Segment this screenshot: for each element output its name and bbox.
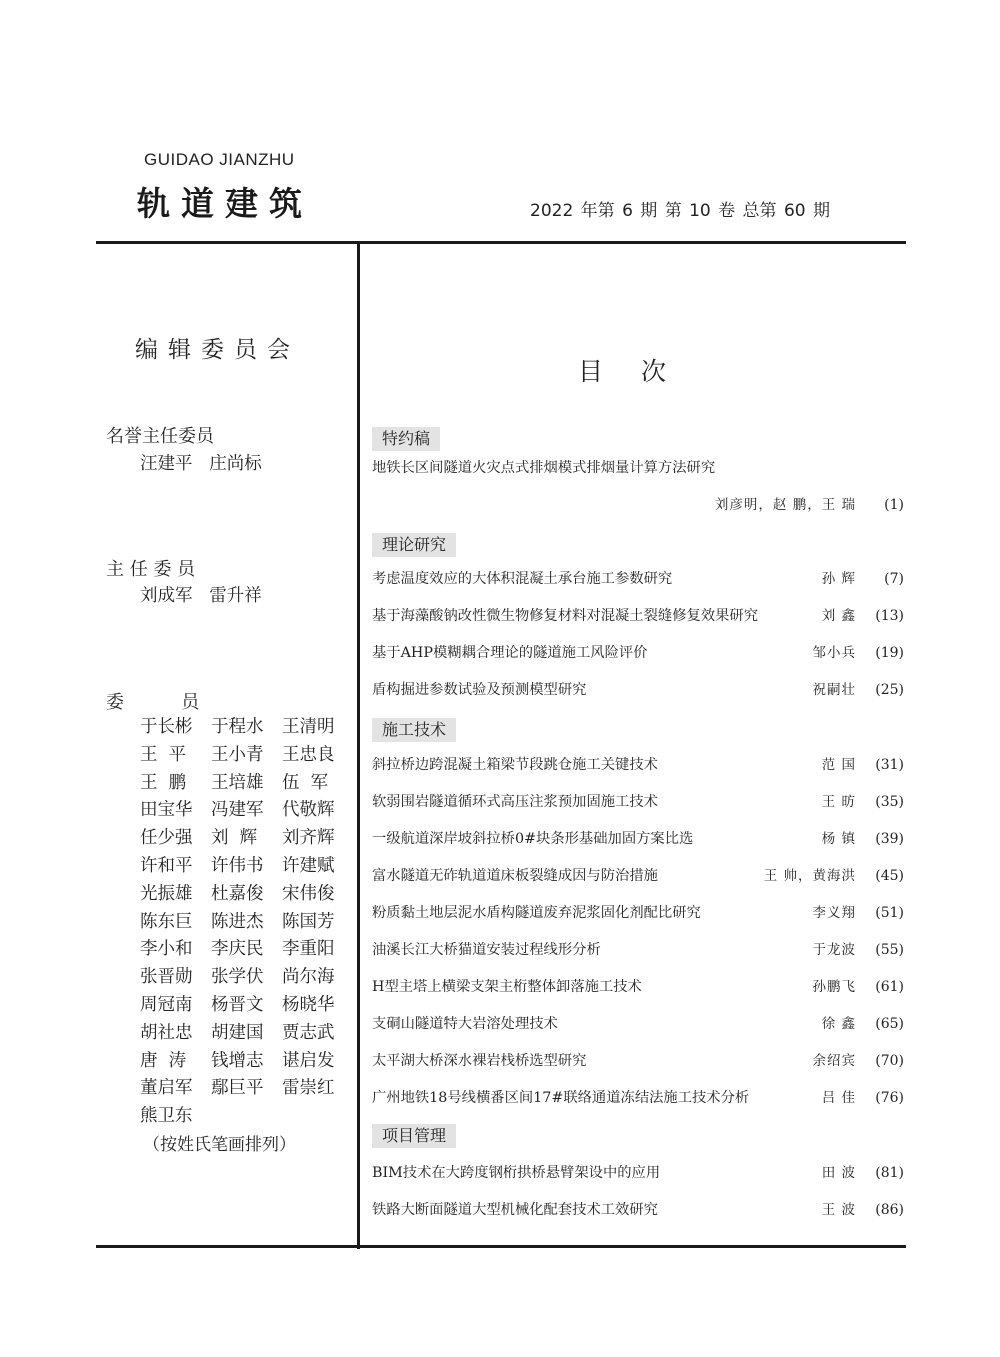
board-member-name: 王培雄	[211, 772, 264, 793]
board-member-name: 许和平	[140, 855, 193, 876]
members-list	[140, 714, 353, 1131]
toc-entry[interactable]	[372, 1199, 904, 1221]
entry-authors: 田 波	[821, 1165, 856, 1181]
board-member-name: 代敬辉	[282, 800, 335, 821]
entry-page: (55)	[875, 942, 904, 958]
toc-entry[interactable]	[372, 494, 904, 516]
toc-entry[interactable]	[372, 605, 904, 627]
members-label: 委 员	[106, 692, 200, 713]
entry-page: (7)	[884, 571, 904, 587]
toc-title: 目次	[578, 357, 705, 386]
entry-title: 铁路大断面隧道大型机械化配套技术工效研究	[372, 1202, 658, 1218]
entry-page: (35)	[875, 794, 904, 810]
toc-entry[interactable]	[372, 1087, 904, 1109]
entry-title: BIM技术在大跨度钢桁拱桥悬臂架设中的应用	[372, 1165, 661, 1181]
sort-note: （按姓氏笔画排列）	[143, 1135, 296, 1155]
board-member-name: 胡社忠	[140, 1022, 193, 1043]
entry-authors: 于龙波	[812, 942, 856, 958]
entry-title: 盾构掘进参数试验及预测模型研究	[372, 682, 587, 698]
board-member-name: 鄢巨平	[211, 1078, 264, 1099]
honorary-director-label: 名誉主任委员	[106, 426, 214, 447]
board-member-name: 贾志武	[282, 1022, 335, 1043]
board-member-name: 李庆民	[211, 939, 264, 960]
board-member-name: 胡建国	[211, 1022, 264, 1043]
entry-authors: 祝嗣壮	[812, 682, 856, 698]
toc-entry[interactable]	[372, 865, 904, 887]
entry-authors: 王 昉	[821, 794, 856, 810]
journal-pinyin: GUIDAO JIANZHU	[144, 150, 295, 169]
board-title: 编辑委员会	[135, 337, 300, 363]
board-member-name: 周冠南	[140, 994, 193, 1015]
board-member-name: 光振雄	[140, 883, 193, 904]
toc-entry[interactable]	[372, 679, 904, 701]
board-member-name: 李重阳	[282, 939, 335, 960]
entry-title: 太平湖大桥深水裸岩栈桥选型研究	[372, 1053, 587, 1069]
entry-page: (1)	[884, 497, 904, 513]
entry-authors: 邹小兵	[812, 645, 856, 661]
entry-authors: 王 帅，黄海洪	[763, 868, 856, 884]
entry-title: H型主塔上横梁支架主桁整体卸落施工技术	[372, 979, 642, 995]
toc-entry[interactable]	[372, 939, 904, 961]
entry-title: 油溪长江大桥猫道安装过程线形分析	[372, 942, 601, 958]
entry-title: 粉质黏土地层泥水盾构隧道废弃泥浆固化剂配比研究	[372, 905, 701, 921]
section-header: 项目管理	[372, 1124, 456, 1148]
board-member-name: 陈进杰	[211, 911, 264, 932]
entry-page: (13)	[875, 608, 904, 624]
board-member-name: 张学伏	[211, 967, 264, 988]
board-member-name: 李小和	[140, 939, 193, 960]
section-header: 特约稿	[372, 427, 440, 451]
toc-entry[interactable]	[372, 791, 904, 813]
entry-page: (65)	[875, 1016, 904, 1032]
board-member-name: 杨晓华	[282, 994, 335, 1015]
toc-entry[interactable]	[372, 828, 904, 850]
entry-page: (45)	[875, 868, 904, 884]
section-header: 理论研究	[372, 533, 456, 557]
toc-entry[interactable]	[372, 1050, 904, 1072]
entry-authors: 孙 辉	[821, 571, 856, 587]
entry-authors: 杨 镇	[821, 831, 856, 847]
entry-title: 基于海藻酸钠改性微生物修复材料对混凝土裂缝修复效果研究	[372, 608, 759, 624]
top-rule	[96, 241, 906, 244]
entry-page: (76)	[875, 1090, 904, 1106]
entry-authors: 吕 佳	[821, 1090, 856, 1106]
board-member-name: 董启军	[140, 1078, 193, 1099]
board-member-name: 谌启发	[282, 1050, 335, 1071]
entry-title: 富水隧道无砟轨道道床板裂缝成因与防治措施	[372, 868, 658, 884]
entry-title: 支硐山隧道特大岩溶处理技术	[372, 1016, 558, 1032]
board-member-name: 田宝华	[140, 800, 193, 821]
board-member-name: 许伟书	[211, 855, 264, 876]
board-member-name: 伍 军	[282, 772, 329, 793]
entry-authors: 刘彦明，赵 鹏，王 瑞	[714, 497, 856, 513]
board-member-name: 刘齐辉	[282, 828, 335, 849]
entry-page: (81)	[875, 1165, 904, 1181]
board-member-name: 熊卫东	[140, 1106, 193, 1127]
director-names: 刘成军 雷升祥	[140, 586, 262, 606]
board-member-name: 宋伟俊	[282, 883, 335, 904]
toc-entry[interactable]	[372, 457, 904, 479]
board-member-name: 冯建军	[211, 800, 264, 821]
board-member-name: 于程水	[211, 717, 264, 737]
board-member-name: 张晋勋	[140, 967, 193, 988]
entry-title: 一级航道深岸坡斜拉桥0#块条形基础加固方案比选	[372, 831, 694, 847]
toc-entry[interactable]	[372, 976, 904, 998]
entry-authors: 徐 鑫	[821, 1016, 856, 1032]
toc-entry[interactable]	[372, 754, 904, 776]
board-member-name: 王清明	[282, 717, 335, 737]
toc-entry[interactable]	[372, 642, 904, 664]
entry-page: (25)	[875, 682, 904, 698]
entry-page: (19)	[875, 645, 904, 661]
toc-entry[interactable]	[372, 568, 904, 590]
toc-entry[interactable]	[372, 1013, 904, 1035]
entry-title: 考虑温度效应的大体积混凝土承台施工参数研究	[372, 571, 673, 587]
entry-title: 基于AHP模糊耦合理论的隧道施工风险评价	[372, 645, 648, 661]
entry-title: 地铁长区间隧道火灾点式排烟模式排烟量计算方法研究	[372, 460, 716, 476]
entry-authors: 余绍宾	[812, 1053, 856, 1069]
board-member-name: 陈东巨	[140, 911, 193, 932]
board-member-name: 尚尔海	[282, 967, 335, 988]
board-member-name: 于长彬	[140, 717, 193, 737]
journal-title: 轨道建筑	[137, 184, 313, 223]
entry-title: 软弱围岩隧道循环式高压注浆预加固施工技术	[372, 794, 658, 810]
entry-title: 斜拉桥边跨混凝土箱梁节段跳仓施工关键技术	[372, 757, 658, 773]
entry-authors: 孙鹏飞	[812, 979, 856, 995]
board-member-name: 钱增志	[211, 1050, 264, 1071]
entry-page: (70)	[875, 1053, 904, 1069]
board-member-name: 王 平	[140, 744, 187, 765]
board-member-name: 王 鹏	[140, 772, 187, 793]
toc-entry[interactable]	[372, 902, 904, 924]
entry-authors: 王 波	[821, 1202, 856, 1218]
board-member-name: 唐 涛	[140, 1050, 187, 1071]
entry-page: (61)	[875, 979, 904, 995]
board-member-name: 许建赋	[282, 855, 335, 876]
entry-authors: 李义翔	[812, 905, 856, 921]
column-divider	[357, 244, 360, 1249]
board-member-name: 杨晋文	[211, 994, 264, 1015]
entry-authors: 刘 鑫	[821, 608, 856, 624]
board-member-name: 杜嘉俊	[211, 883, 264, 904]
entry-authors: 范 国	[821, 757, 856, 773]
entry-page: (86)	[875, 1202, 904, 1218]
board-member-name: 刘 辉	[211, 828, 258, 849]
section-header: 施工技术	[372, 718, 456, 742]
board-member-name: 王小青	[211, 744, 264, 765]
board-member-name: 任少强	[140, 828, 193, 849]
board-member-name: 陈国芳	[282, 911, 335, 932]
entry-page: (51)	[875, 905, 904, 921]
toc-entry[interactable]	[372, 1162, 904, 1184]
honorary-director-names: 汪建平 庄尚标	[140, 454, 262, 474]
entry-page: (31)	[875, 757, 904, 773]
board-member-name: 王忠良	[282, 744, 335, 765]
entry-title: 广州地铁18号线横番区间17#联络通道冻结法施工技术分析	[372, 1090, 750, 1106]
board-member-name: 雷崇红	[282, 1078, 335, 1099]
director-label: 主 任 委 员	[106, 559, 196, 580]
entry-page: (39)	[875, 831, 904, 847]
bottom-rule	[96, 1245, 906, 1248]
issue-info: 2022 年第 6 期 第 10 卷 总第 60 期	[530, 201, 830, 221]
